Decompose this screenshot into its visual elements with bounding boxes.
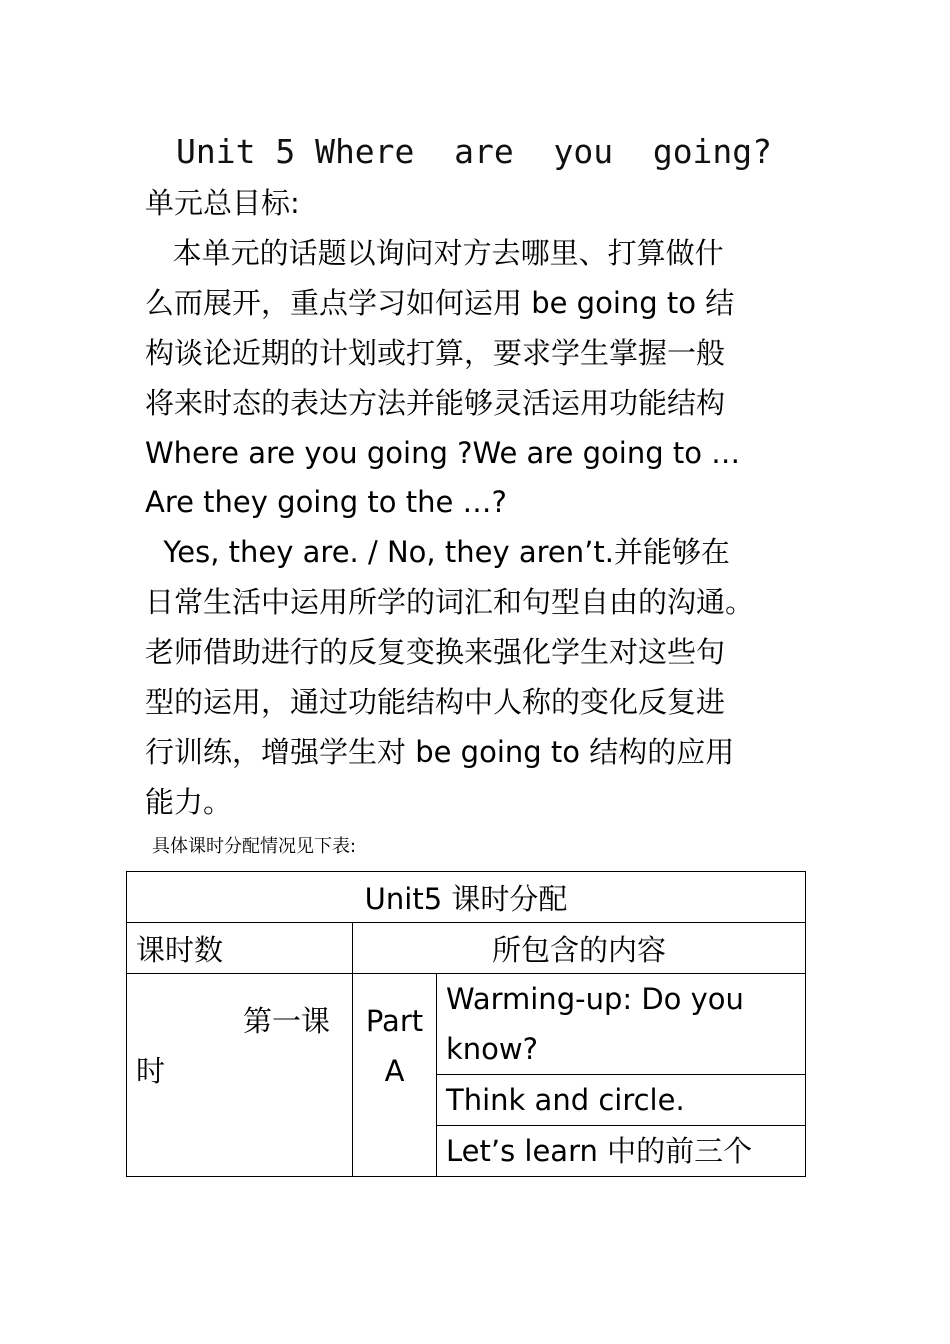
body-line: 能力。	[145, 785, 233, 819]
lesson-schedule-table	[126, 871, 806, 1177]
lesson-number-line2: 时	[136, 1054, 166, 1088]
activity-cell: Warming-up: Do you know?	[437, 974, 806, 1075]
body-line: 日常生活中运用所学的词汇和句型自由的沟通。	[145, 585, 755, 619]
table-caption-row	[127, 872, 806, 923]
body-line: 型的运用，通过功能结构中人称的变化反复进	[145, 685, 726, 719]
table-caption: Unit5 课时分配	[127, 872, 806, 923]
body-line: Where are you going ?We are going to …	[145, 436, 741, 470]
part-line2: A	[384, 1054, 405, 1088]
activity-cell: Think and circle.	[437, 1075, 806, 1126]
body-line: 行训练，增强学生对 be going to 结构的应用	[145, 735, 735, 769]
unit-title: Unit 5 Where are you going?	[176, 132, 773, 171]
body-line: 本单元的话题以询问对方去哪里、打算做什	[145, 236, 724, 270]
body-line: 么而展开，重点学习如何运用 be going to 结	[145, 286, 735, 320]
table-header-row	[127, 923, 806, 974]
body-line: 老师借助进行的反复变换来强化学生对这些句	[145, 635, 726, 669]
lesson-number-cell	[127, 974, 353, 1177]
header-lessons: 课时数	[127, 923, 353, 974]
part-line1: Part	[365, 1004, 424, 1038]
activity-cell: Let’s learn 中的前三个	[437, 1126, 806, 1177]
header-content: 所包含的内容	[353, 923, 806, 974]
goal-heading: 单元总目标:	[145, 186, 300, 220]
body-line: Are they going to the …?	[145, 485, 507, 519]
table-row	[127, 974, 806, 1075]
body-line: Yes, they are. / No, they aren’t.并能够在	[145, 535, 730, 569]
body-line: 构谈论近期的计划或打算，要求学生掌握一般	[145, 336, 726, 370]
body-line: 将来时态的表达方法并能够灵活运用功能结构	[145, 386, 726, 420]
part-cell	[353, 974, 437, 1177]
table-note: 具体课时分配情况见下表:	[152, 836, 357, 857]
lesson-number-line1: 第一课	[242, 1004, 330, 1038]
